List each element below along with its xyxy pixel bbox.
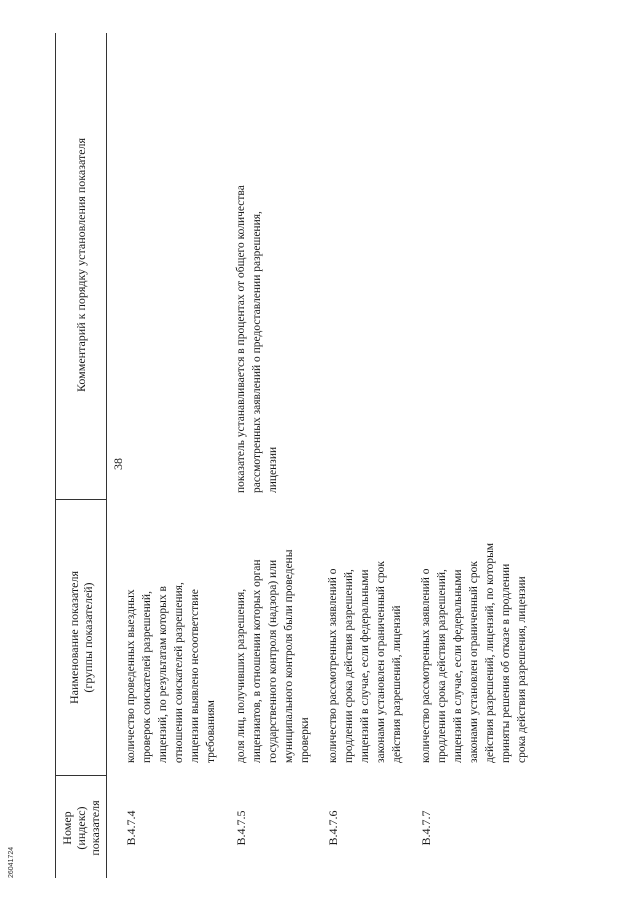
document-code: 26041724 — [8, 846, 15, 878]
row-comment — [115, 33, 123, 493]
header-comment — [56, 33, 106, 497]
row-comment: показатель устанавливается в процентах от общего количества рассмотренных заявлений о предоставлении разрешения, лицензии — [235, 185, 279, 493]
row-index: В.4.7.4 — [124, 810, 138, 846]
row-name: количество проведенных выездных проверок соискателей разрешений, лицензий, по результатам которых в отношении соискателей разрешения, лицензии выявлено несоответствие требованиям — [125, 582, 217, 763]
header-name-text: Наименование показателя (группы показателей) — [67, 571, 95, 704]
header-index — [56, 778, 106, 878]
row-name: доля лиц, получивших разрешения, лицензиатов, в отношении которых орган государственного контроля (надзора) или муниципального контроля были проведены проверки — [235, 549, 311, 763]
header-index-text: Номер (индекс) показателя — [60, 800, 102, 856]
table-header — [55, 33, 107, 878]
rotated-page — [55, 33, 575, 878]
row-index: В.4.7.7 — [419, 810, 433, 846]
header-divider — [56, 499, 106, 500]
header-divider — [56, 775, 106, 776]
row-comment — [317, 33, 325, 493]
row-index: В.4.7.5 — [234, 810, 248, 846]
header-comment-text: Комментарий к порядку установления показателя — [74, 137, 88, 393]
header-name — [56, 505, 106, 770]
row-name: количество рассмотренных заявлений о продлении срока действия разрешений, лицензий в случае, если федеральными законами установлен ограниченный срок действия разрешений, лицензий — [327, 561, 403, 763]
row-comment — [410, 33, 418, 493]
page-number: 38 — [111, 458, 125, 470]
row-index: В.4.7.6 — [326, 810, 340, 846]
row-name: количество рассмотренных заявлений о продлении срока действия разрешений, лицензий в случае, если федеральными законами установлен ограниченный срок действия разрешений, лицензий, по которым приняты решения об отказе в продлении срока действия разрешения, лицензии — [420, 542, 528, 763]
